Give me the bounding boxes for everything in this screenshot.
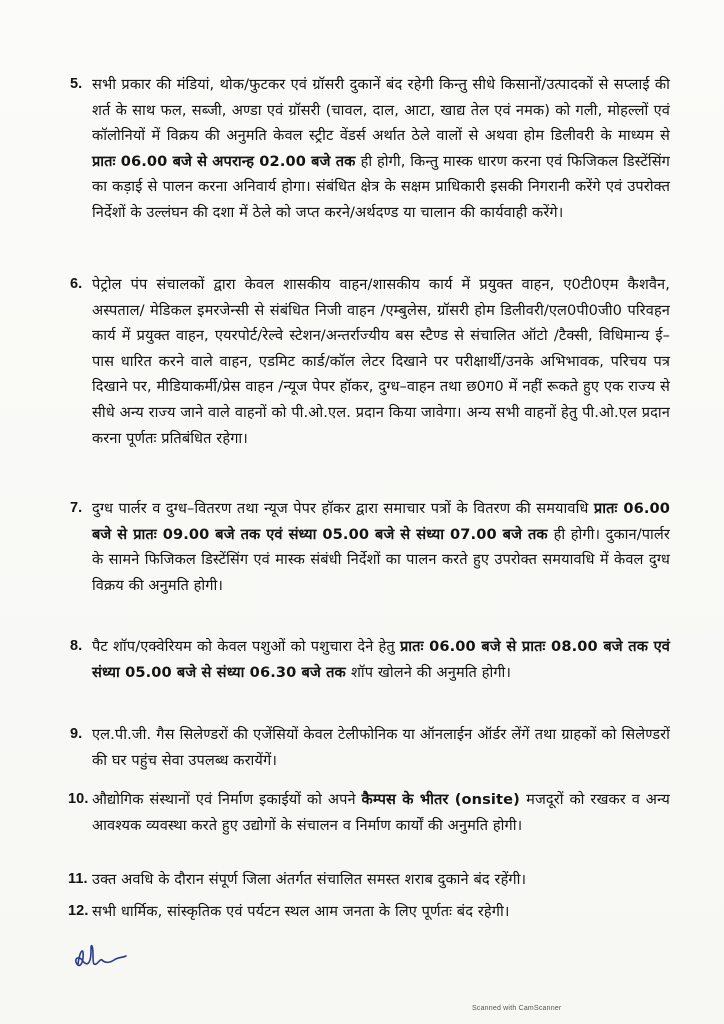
clause-number: 5. (70, 76, 83, 92)
clause-number: 7. (70, 500, 83, 516)
clause-bold-time: प्रातः 06.00 बजे से प्रातः 08.00 बजे तक एवं संध्या 05.00 बजे से संध्या 06.30 बजे तक (92, 638, 670, 681)
clause-number: 8. (70, 638, 83, 654)
clause-5 (70, 72, 670, 226)
clause-11 (68, 867, 670, 893)
clause-12 (68, 899, 670, 925)
clause-number: 6. (70, 276, 83, 292)
clause-text: सभी प्रकार की मंडियां, थोक/फुटकर एवं ग्रॉसरी दुकानें बंद रहेगी किन्तु सीधे किसानों/उत्पादकों से सप्लाई की शर्त के साथ फल, सब्जी, अण्डा एवं ग्रॉसरी (चावल, दाल, आटा, खाद्य तेल एवं नमक) को गली, मोहल्लों एवं कॉलोनियों में विक्रय की अनुमति केवल स्ट्रीट वेंडर्स अर्थात ठेले वालों से अथवा होम डिलीवरी के माध्यम से (92, 76, 670, 145)
clause-text: सभी धार्मिक, सांस्कृतिक एवं पर्यटन स्थल आम जनता के लिए पूर्णतः बंद रहेगी। (92, 903, 510, 920)
clause-number: 10. (68, 791, 89, 807)
clause-9 (70, 722, 670, 773)
clause-text: दुग्ध पार्लर व दुग्ध–वितरण तथा न्यूज पेपर हॉकर द्वारा समाचार पत्रों के वितरण की समयावधि (92, 500, 589, 517)
clause-10 (68, 787, 670, 838)
clause-text: पेट्रोल पंप संचालकों द्वारा केवल शासकीय वाहन/शासकीय कार्य में प्रयुक्त वाहन, ए0टी0एम कैशवैन, अस्पताल/ मेडिकल इमरजेन्सी से संबंधित निजी वाहन /एम्बुलेस, ग्रॉसरी होम डिलीवरी/एल0पी0जी0 परिवहन कार्य में प्रयुक्त वाहन, एयरपोर्ट/रेल्वे स्टेशन/अन्तर्राज्यीय बस स्टैण्ड से संचालित ऑटो /टैक्सी, विधिमान्य ई–पास धारित करने वाले वाहन, एडमिट कार्ड/कॉल लेटर दिखाने पर परीक्षार्थी/उनके अभिभावक, परिचय पत्र दिखाने पर, मीडियाकर्मी/प्रेस वाहन /न्यूज पेपर हॉकर, दुग्ध–वाहन तथा छ0ग0 में नहीं रूकते हुए एक राज्य से सीधे अन्य राज्य जाने वाले वाहनों को पी.ओ.एल. प्रदान किया जावेगा। अन्य सभी वाहनों हेतु पी.ओ.एल प्रदान करना पूर्णतः प्रतिबंधित रहेगा। (92, 276, 670, 447)
clause-text-continued: ही होगी, किन्तु मास्क धारण करना एवं फिजिकल डिस्टेंसिंग का कड़ाई से पालन करना अनिवार्य होगा। संबंधित क्षेत्र के सक्षम प्राधिकारी इसकी निगरानी करेंगे एवं उपरोक्त निर्देशों के उल्लंघन की दशा में ठेले को जप्त करने/अर्थदण्ड या चालान की कार्यवाही करेंगे। (92, 152, 670, 221)
clause-number: 9. (70, 726, 83, 742)
clause-8 (70, 634, 670, 685)
clause-text: एल.पी.जी. गैस सिलेण्डरों की एजेंसियों केवल टेलीफोनिक या ऑनलाईन ऑर्डर लेंगें तथा ग्राहकों को सिलेण्डरों की घर पहुंच सेवा उपलब्ध करायेंगें। (92, 726, 670, 769)
clause-text-continued: मजदूरों को रखकर व अन्य आवश्यक व्यवस्था करते हुए उद्योगों के संचालन व निर्माण कार्यों की अनुमति होगी। (92, 791, 670, 834)
clause-number: 11. (68, 871, 88, 887)
clause-bold-time: प्रातः 06.00 बजे से अपरान्ह 02.00 बजे तक (92, 152, 361, 170)
clause-7 (70, 496, 670, 598)
clause-6 (70, 272, 670, 451)
scanner-watermark: Scanned with CamScanner (472, 1005, 562, 1012)
clause-text-continued: ही होगी। दुकान/पार्लर के सामने फिजिकल डिस्टेंसिंग एवं मास्क संबंधी निर्देशों का पालन करते हुए उपरोक्त समयावधि में केवल दुग्ध विक्रय की अनुमति होगी। (92, 525, 670, 594)
signature-initials (70, 940, 130, 972)
clause-text: पैट शॉप/एक्वेरियम को केवल पशुओं को पशुचारा देने हेतु (92, 638, 395, 655)
clause-text-continued: शॉप खोलने की अनुमति होगी। (350, 663, 512, 681)
clause-text: औद्योगिक संस्थानों एवं निर्माण इकाईयों को अपने (92, 791, 356, 808)
clause-bold-time: प्रातः 06.00 बजे से प्रातः 09.00 बजे तक एवं संध्या 05.00 बजे से संध्या 07.00 बजे तक (92, 500, 670, 543)
clause-number: 12. (68, 903, 89, 919)
clause-text: उक्त अवधि के दौरान संपूर्ण जिला अंतर्गत संचालित समस्त शराब दुकाने बंद रहेंगी। (92, 871, 527, 888)
clause-bold-onsite: कैम्पस के भीतर (onsite) (361, 791, 527, 808)
